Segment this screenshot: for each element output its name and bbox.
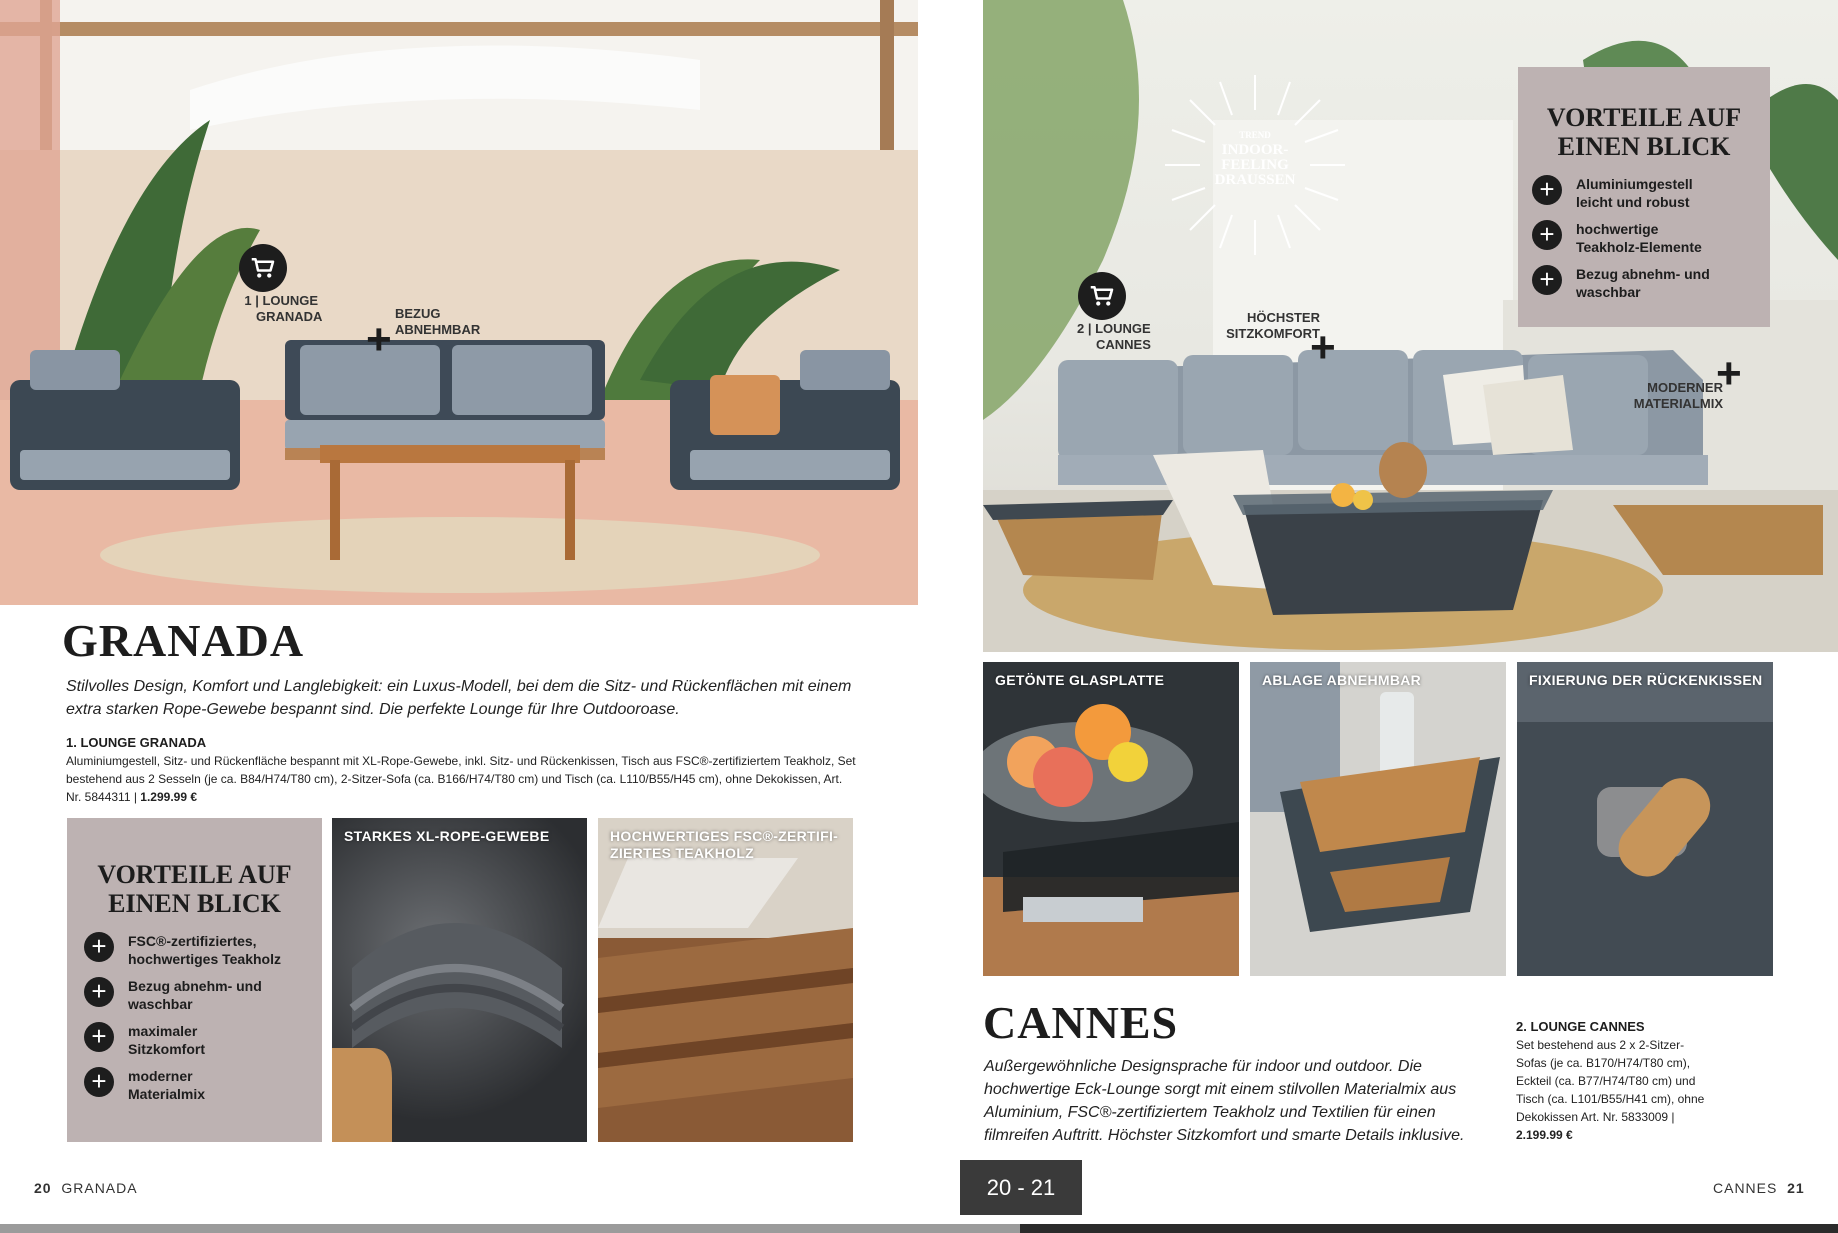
plus-circle-icon: + xyxy=(1532,220,1562,250)
trend-line3: FEELING xyxy=(1221,157,1289,173)
trend-line1: TREND xyxy=(1239,130,1271,140)
left-page-number: 20 xyxy=(34,1180,52,1196)
advantage-item xyxy=(1532,220,1702,256)
granada-hero-photo xyxy=(0,0,918,605)
cannes-advantages-box xyxy=(1518,67,1770,327)
cannes-title: CANNES xyxy=(983,997,1179,1048)
advantage-item xyxy=(1532,265,1710,301)
left-page-footer xyxy=(34,1180,138,1196)
cart-label-number: 2 | LOUNGE xyxy=(1077,321,1151,336)
advantages-title-line2: EINEN BLICK xyxy=(108,889,281,918)
cart-label-name: CANNES xyxy=(1096,337,1151,352)
comfort-label-line1: HÖCHSTER xyxy=(1247,310,1320,325)
advantage-item xyxy=(84,1067,205,1103)
granada-price: 1.299.99 € xyxy=(140,790,198,804)
advantage-line1: hochwertige xyxy=(1576,221,1659,237)
advantage-line2: Materialmix xyxy=(128,1086,206,1102)
cart-glyph-icon xyxy=(1087,281,1117,311)
cart-glyph-icon xyxy=(248,253,278,283)
comfort-hotspot-plus-icon[interactable]: + xyxy=(1310,323,1336,372)
shopping-cart-icon[interactable] xyxy=(1078,272,1126,320)
right-page-number: 21 xyxy=(1787,1180,1805,1196)
comfort-hotspot-label xyxy=(1223,310,1320,342)
teak-caption-line1: HOCHWERTIGES FSC®-ZERTIFI- xyxy=(610,828,839,844)
page-progress-track[interactable] xyxy=(0,1224,1838,1233)
cannes-cart-label xyxy=(1077,321,1151,353)
rope-detail-caption: STARKES XL-ROPE-GEWEBE xyxy=(344,828,550,844)
cart-label-number: 1 | LOUNGE xyxy=(244,293,319,308)
advantage-line1: Aluminiumgestell xyxy=(1576,176,1693,192)
advantage-item xyxy=(84,932,281,968)
material-label-line1: MODERNER xyxy=(1647,380,1723,395)
material-hotspot-label xyxy=(1620,380,1723,412)
teak-detail-caption xyxy=(610,828,838,862)
advantage-item xyxy=(84,1022,205,1058)
advantage-line2: Sitzkomfort xyxy=(128,1041,205,1057)
cannes-spec-text xyxy=(1516,1036,1711,1144)
granada-spec-body: Aluminiumgestell, Sitz- und Rückenfläche bespannt mit XL-Rope-Gewebe, inkl. Sitz- und Rückenkissen, Tisch aus FSC®-zertifiziertem Teakholz, Set bestehend aus 2 Sesseln (je ca. B84/H74/T80 cm), 2-Sitzer-Sofa (ca. B166/H74/T80 cm) und Tisch (ca. L110/B55/H45 cm), ohne Dekokissen, Art. Nr. 5844311 xyxy=(66,754,856,804)
shelf-detail-caption: ABLAGE ABNEHMBAR xyxy=(1262,672,1422,688)
granada-spec-heading: 1. LOUNGE GRANADA xyxy=(66,735,207,750)
bezug-label-line1: BEZUG xyxy=(395,306,441,321)
advantage-line1: FSC®-zertifiziertes, xyxy=(128,933,257,949)
advantage-item xyxy=(1532,175,1693,211)
right-page-name: CANNES xyxy=(1713,1180,1778,1196)
cart-label-name: GRANADA xyxy=(256,309,323,324)
right-page-footer xyxy=(1713,1180,1805,1196)
cannes-spec-body: Set bestehend aus 2 x 2-Sitzer-Sofas (je ca. B170/H74/T80 cm), Eckteil (ca. B77/H74/T80 cm) und Tisch (ca. L101/B55/H41 cm), ohne Dekokissen Art. Nr. 5833009 | xyxy=(1516,1038,1705,1124)
plus-circle-icon: + xyxy=(84,932,114,962)
page-indicator-text: 20 - 21 xyxy=(986,1175,1056,1200)
advantages-title xyxy=(67,860,322,918)
advantage-line1: Bezug abnehm- und xyxy=(128,978,262,994)
advantages-title-line2: EINEN BLICK xyxy=(1557,132,1731,161)
shelf-detail-illustration xyxy=(1250,662,1506,976)
material-hotspot-plus-icon[interactable]: + xyxy=(1716,349,1742,398)
trend-badge-text xyxy=(1160,128,1350,188)
granada-advantages-box xyxy=(67,818,322,1142)
advantages-title-line1: VORTEILE AUF xyxy=(1546,103,1742,132)
teak-detail-illustration xyxy=(598,818,853,1142)
page-indicator-badge[interactable] xyxy=(960,1160,1082,1215)
advantages-title xyxy=(1518,103,1770,161)
bezug-hotspot-plus-icon[interactable]: + xyxy=(366,315,392,364)
advantage-line2: Teakholz-Elemente xyxy=(1576,239,1702,255)
trend-sunburst-badge xyxy=(1160,70,1350,260)
teak-caption-line2: ZIERTES TEAKHOLZ xyxy=(610,845,755,861)
advantage-line2: waschbar xyxy=(1576,284,1641,300)
advantage-item xyxy=(84,977,262,1013)
granada-spec-text: Aluminiumgestell, Sitz- und Rückenfläche bespannt mit XL-Rope-Gewebe, inkl. Sitz- und Rückenkissen, Tisch aus FSC®-zertifiziertem Teakholz, Set bestehend aus 2 Sesseln (je ca. B84/H74/T80 cm), 2-Sitzer-Sofa (ca. B166/H74/T80 cm) und Tisch (ca. L110/B55/H45 cm), ohne Dekokissen, Art. Nr. 5844311 | 1.299.99 € xyxy=(66,754,856,804)
granada-title: GRANADA xyxy=(62,615,305,666)
shopping-cart-icon[interactable] xyxy=(239,244,287,292)
advantage-line2: waschbar xyxy=(128,996,193,1012)
cushion-fix-illustration xyxy=(1517,662,1773,976)
left-page-name: GRANADA xyxy=(61,1180,138,1196)
bezug-label-line2: ABNEHMBAR xyxy=(395,322,481,337)
plus-circle-icon: + xyxy=(84,1067,114,1097)
advantage-line1: moderner xyxy=(128,1068,193,1084)
glass-detail-caption: GETÖNTE GLASPLATTE xyxy=(995,672,1165,688)
granada-cart-label xyxy=(240,293,322,325)
glass-detail-illustration xyxy=(983,662,1239,976)
shelf-detail-photo xyxy=(1250,662,1506,976)
trend-line2: INDOOR- xyxy=(1221,142,1289,158)
comfort-label-line2: SITZKOMFORT xyxy=(1226,326,1320,341)
granada-hero-illustration xyxy=(0,0,918,605)
cannes-description: Außergewöhnliche Designsprache für indoor und outdoor. Die hochwertige Eck-Lounge sorgt mit einem stilvollen Materialmix aus Aluminium, FSC®-zertifiziertem Teakholz und Textilien für einen filmreifen Auftritt. Höchster Sitzkomfort und smarte Details inklusive. xyxy=(984,1058,1465,1144)
material-label-line2: MATERIALMIX xyxy=(1633,396,1723,411)
glass-detail-photo xyxy=(983,662,1239,976)
cannes-spec-heading: 2. LOUNGE CANNES xyxy=(1516,1019,1645,1034)
advantage-line2: leicht und robust xyxy=(1576,194,1690,210)
trend-line4: DRAUSSEN xyxy=(1214,172,1296,188)
advantage-line1: maximaler xyxy=(128,1023,198,1039)
rope-detail-illustration xyxy=(332,818,587,1142)
page-progress-fill xyxy=(0,1224,1020,1233)
plus-circle-icon: + xyxy=(84,977,114,1007)
teak-detail-photo xyxy=(598,818,853,1142)
cannes-price: 2.199.99 € xyxy=(1516,1128,1573,1142)
rope-detail-photo xyxy=(332,818,587,1142)
cushion-fix-detail-photo xyxy=(1517,662,1773,976)
granada-description: Stilvolles Design, Komfort und Langlebigkeit: ein Luxus-Modell, bei dem die Sitz- und Rückenflächen mit einem extra starken Rope-Gewebe bespannt sind. Die perfekte Lounge für Ihre Outdooroase. xyxy=(66,678,852,718)
bezug-hotspot-label xyxy=(395,306,480,338)
advantage-line2: hochwertiges Teakholz xyxy=(128,951,281,967)
plus-circle-icon: + xyxy=(1532,265,1562,295)
advantages-title-line1: VORTEILE AUF xyxy=(97,860,292,889)
advantage-line1: Bezug abnehm- und xyxy=(1576,266,1710,282)
cushion-fix-caption: FIXIERUNG DER RÜCKENKISSEN xyxy=(1529,672,1763,688)
plus-circle-icon: + xyxy=(84,1022,114,1052)
plus-circle-icon: + xyxy=(1532,175,1562,205)
